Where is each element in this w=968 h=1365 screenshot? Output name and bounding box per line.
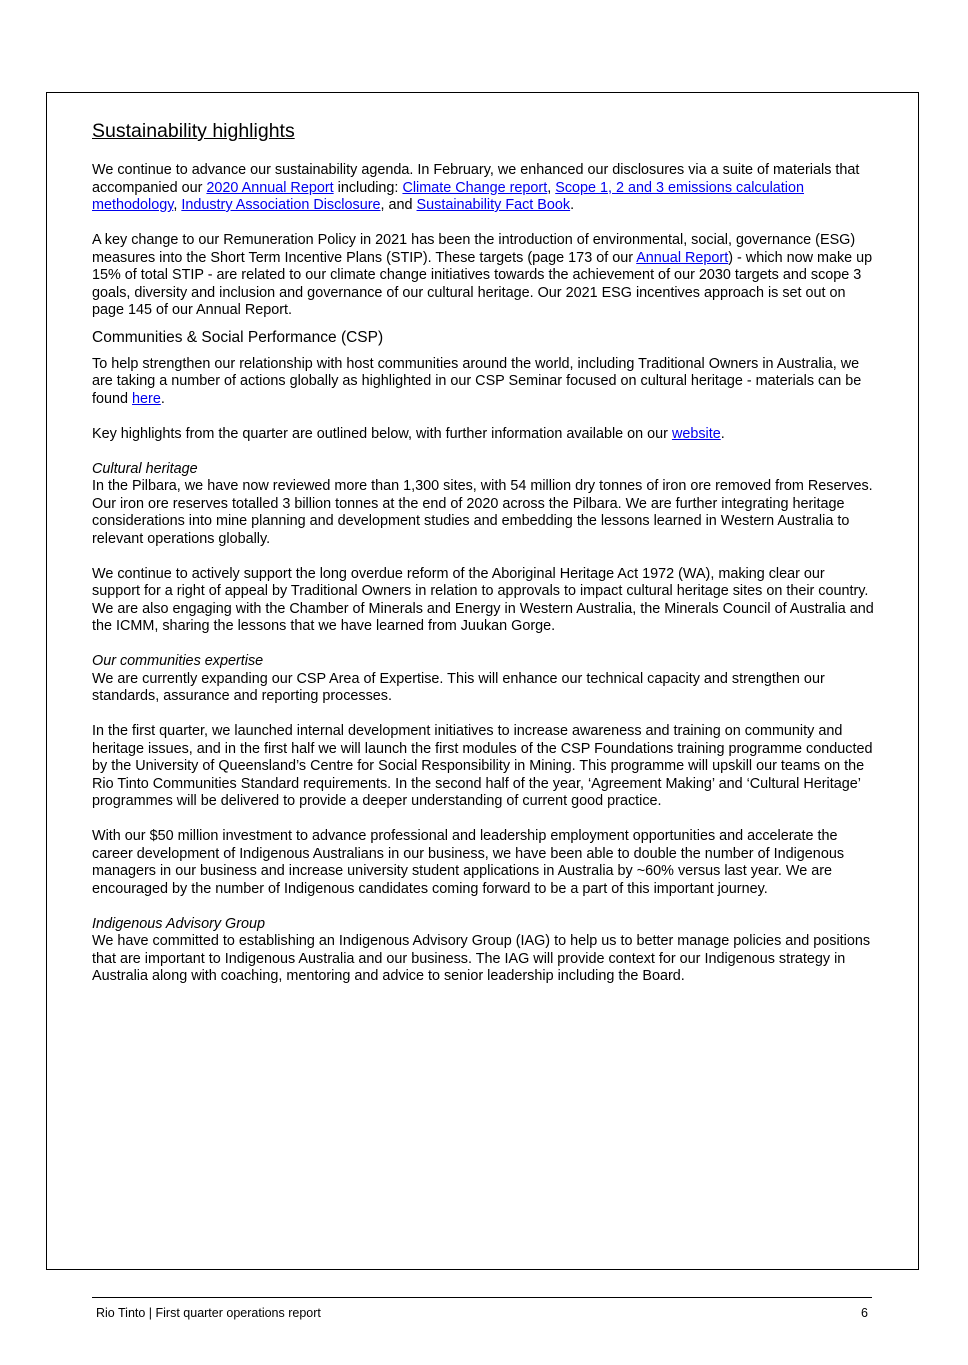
inline-link[interactable]: Climate Change report — [402, 179, 548, 196]
paragraph — [92, 828, 876, 898]
inline-link[interactable]: Sustainability Fact Book — [416, 197, 571, 213]
subheading: Our communities expertise — [92, 653, 264, 669]
paragraph — [92, 356, 876, 409]
paragraph-text: . — [570, 197, 575, 213]
paragraph — [92, 723, 876, 811]
paragraph — [92, 653, 876, 706]
footer-divider — [92, 1297, 872, 1298]
paragraph — [92, 461, 876, 549]
paragraph-text: , — [173, 197, 182, 213]
paragraph — [92, 426, 876, 444]
paragraph-text: , — [547, 179, 556, 196]
intro-section — [92, 162, 876, 320]
paragraph-text: With our $50 million investment to advance professional and leadership employment opportunities and accelerate the career development of Indigenous Australians in our business, we have been able to double the number of Indigenous managers in our business and increase university student applications in Australia by ~60% versus last year. We are encouraged by the number of Indigenous candidates coming forward to be a part of this important journey. — [92, 828, 845, 897]
paragraph-text: including: — [333, 179, 403, 196]
inline-link[interactable]: Annual Report — [636, 249, 729, 266]
page-title: Sustainability highlights — [92, 120, 295, 142]
paragraph-text: To help strengthen our relationship with host communities around the world, including Traditional Owners in Australia, we are taking a number of actions globally as highlighted in our CSP Seminar focused on cultural heritage - materials can be found — [92, 355, 862, 407]
paragraph-text: We continue to actively support the long overdue reform of the Aboriginal Heritage Act 1972 (WA), making clear our support for a right of appeal by Traditional Owners in relation to approvals to impact cultural heritage sites on their country. We are also engaging with the Chamber of Minerals and Energy in Western Australia, the Minerals Council of Australia and the ICMM, sharing the lessons that we have learned from Juukan Gorge. — [92, 565, 874, 634]
paragraph-text: In the first quarter, we launched internal development initiatives to increase awareness and training on community and heritage issues, and in the first half we will launch the first modules of the CSP Foundations training programme conducted by the University of Queensland’s Centre for Social Responsibility in Mining. This programme will upskill our teams on the Rio Tinto Communities Standard requirements. In the second half of the year, ‘Agreement Making’ and ‘Cultural Heritage’ programmes will be delivered to provide a deeper understanding of current good practice. — [92, 723, 873, 809]
paragraph-text: , and — [380, 197, 417, 213]
csp-heading: Communities & Social Performance (CSP) — [92, 328, 384, 346]
paragraph-text: In the Pilbara, we have now reviewed more than 1,300 sites, with 54 million dry tonnes of iron ore removed from Reserves. Our iron ore reserves totalled 3 billion tonnes at the end of 2020 across the Pilbara. We are further integrating heritage considerations into mine planning and development studies and embedding the lessons learned in Western Australia to relevant operations globally. — [92, 478, 873, 547]
inline-link[interactable]: 2020 Annual Report — [206, 179, 334, 196]
paragraph — [92, 916, 876, 986]
footer-report-title: Rio Tinto | First quarter operations report — [96, 1306, 321, 1320]
inline-link[interactable]: here — [132, 390, 161, 407]
subheading: Cultural heritage — [92, 460, 198, 477]
inline-link[interactable]: Scope 1, 2 and 3 emissions calculation methodology — [92, 179, 805, 213]
paragraph — [92, 566, 876, 636]
paragraph — [92, 232, 876, 320]
paragraph-text: We are currently expanding our CSP Area of Expertise. This will enhance our technical capacity and strengthen our standards, assurance and reporting processes. — [92, 670, 825, 704]
paragraph-text: We continue to advance our sustainability agenda. In February, we enhanced our disclosures via a suite of materials that accompanied our — [92, 162, 860, 196]
paragraph-text: A key change to our Remuneration Policy in 2021 has been the introduction of environmental, social, governance (ESG) measures into the Short Term Incentive Plans (STIP). These targets (page 173 of our — [92, 232, 856, 266]
inline-link[interactable]: website — [671, 425, 721, 442]
paragraph-text: Key highlights from the quarter are outlined below, with further information available on our — [92, 425, 672, 442]
paragraph-text: . — [720, 425, 725, 442]
inline-link[interactable]: Industry Association Disclosure — [181, 197, 381, 213]
paragraph — [92, 162, 876, 215]
paragraph-text: . — [160, 390, 165, 407]
page-footer — [96, 1306, 868, 1320]
subheading: Indigenous Advisory Group — [92, 915, 266, 932]
csp-section — [92, 356, 876, 986]
page-number: 6 — [861, 1306, 868, 1320]
paragraph-text: ) - which now make up 15% of total STIP - are related to our climate change initiatives towards the achievement of our 2030 targets and scope 3 goals, diversity and inclusion and governance of our cultural heritage. Our 2021 ESG incentives approach is set out on page 145 of our Annual Report. — [92, 249, 873, 318]
paragraph-text: We have committed to establishing an Indigenous Advisory Group (IAG) to help us to better manage policies and positions that are important to Indigenous Australia and our business. The IAG will provide context for our Indigenous strategy in Australia along with coaching, mentoring and advice to senior leadership including the Board. — [92, 933, 871, 984]
document-body — [92, 118, 876, 1003]
